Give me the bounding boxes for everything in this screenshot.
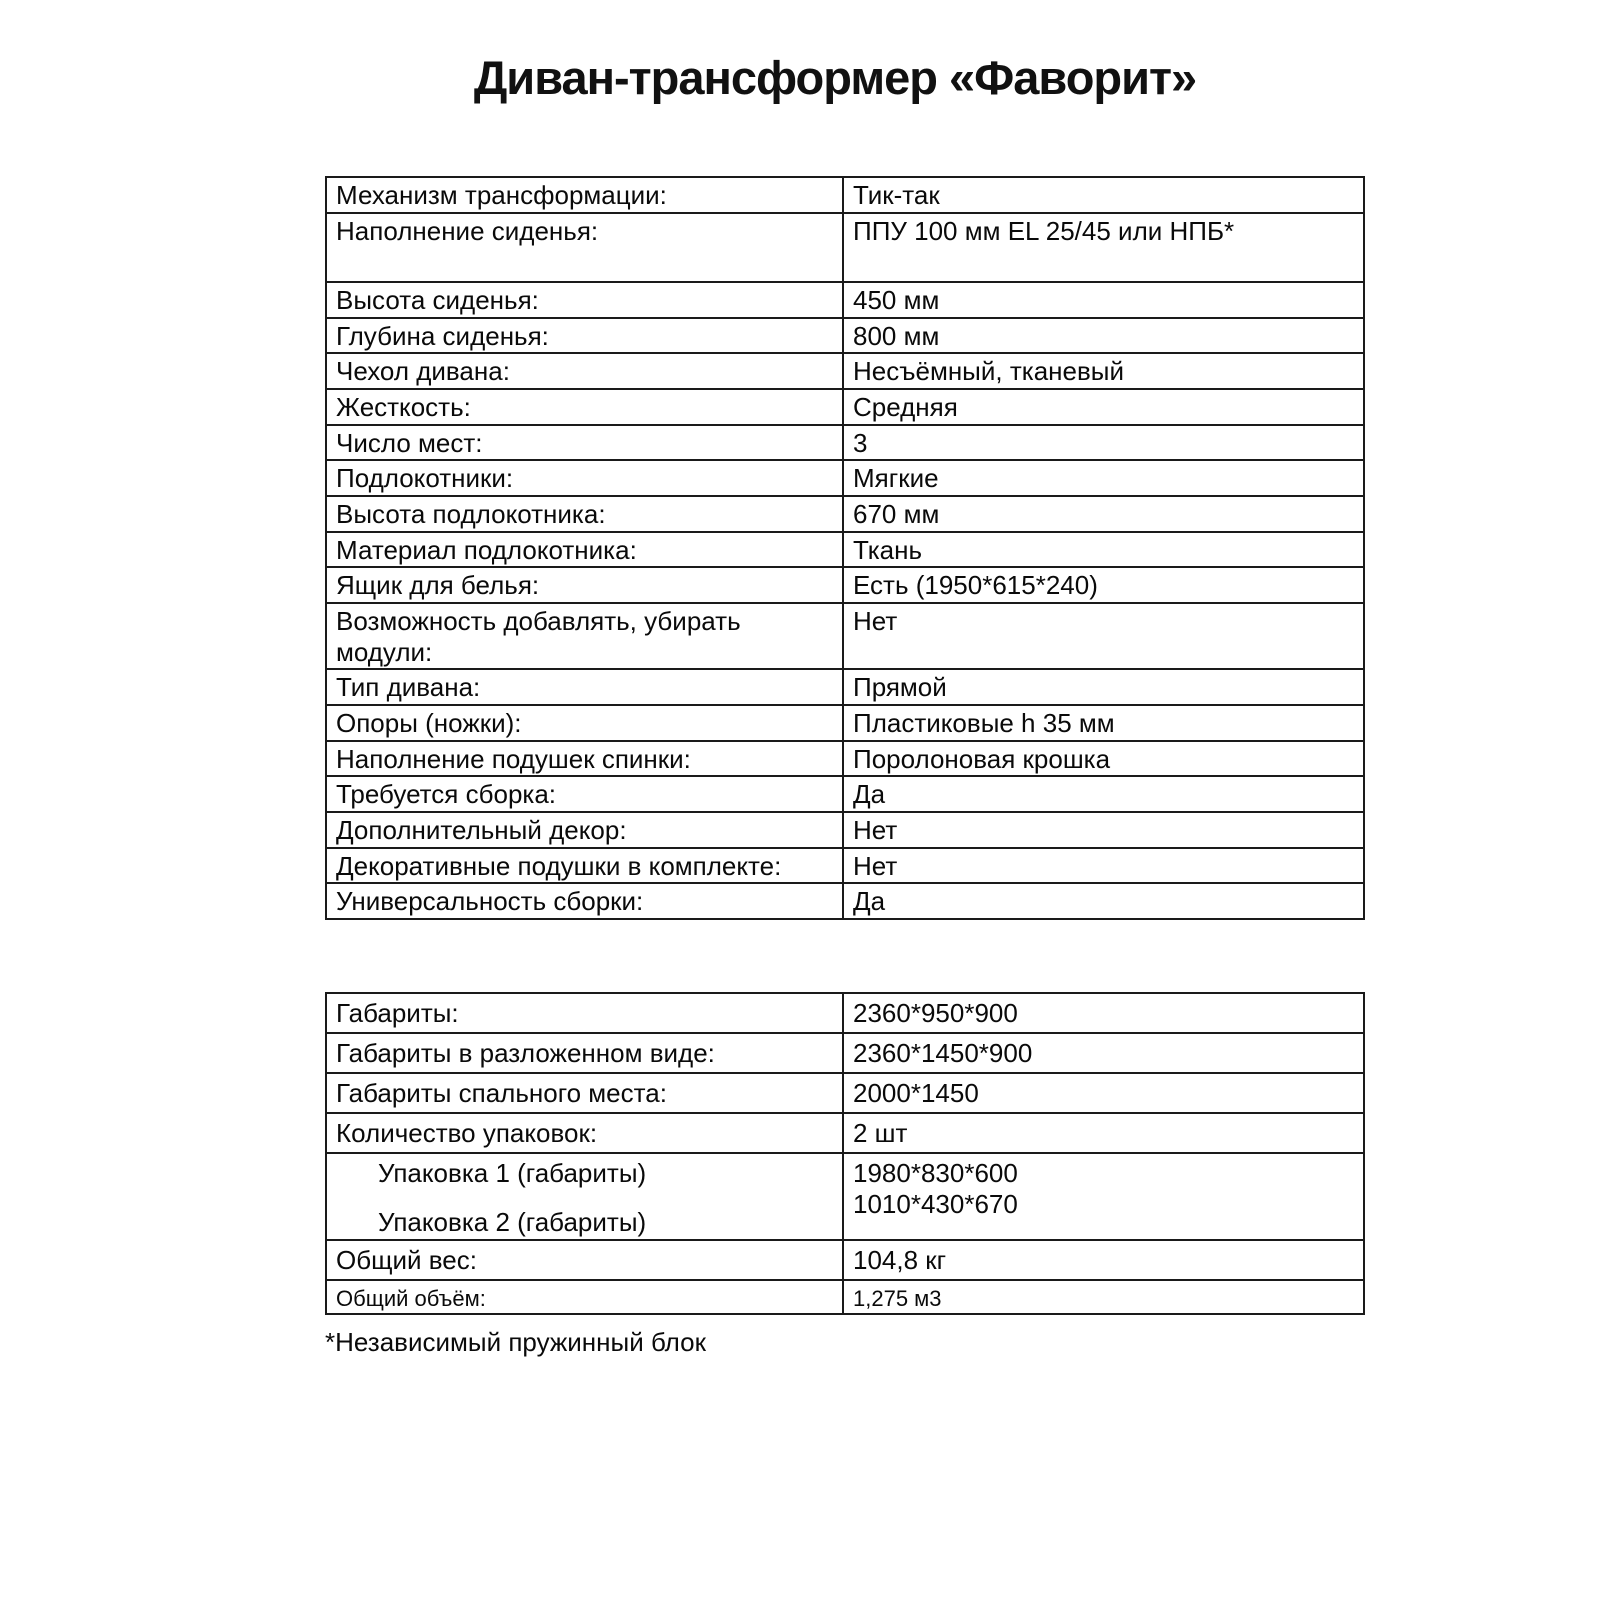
spec-row [326, 848, 1364, 884]
spec-text: Тип дивана: [336, 672, 481, 703]
document-content [325, 0, 1345, 1358]
spec-text: Общий объём: [336, 1285, 486, 1311]
spec-row [326, 812, 1364, 848]
spec-text: 450 мм [853, 285, 940, 316]
spec-value-cell [843, 496, 1364, 532]
spec-text: Опоры (ножки): [336, 708, 522, 739]
spec-value-cell [843, 812, 1364, 848]
spec-row [326, 389, 1364, 425]
spec-row [326, 353, 1364, 389]
spec-row [326, 1113, 1364, 1153]
dimensions-table [325, 992, 1365, 1314]
spec-text: Количество упаковок: [336, 1118, 598, 1149]
spec-label-cell [326, 282, 843, 318]
spec-text: Дополнительный декор: [336, 815, 627, 846]
spec-label-cell [326, 993, 843, 1033]
spec-value-cell [843, 1153, 1364, 1239]
spec-label-cell [326, 567, 843, 603]
spec-label-cell [326, 603, 843, 669]
spec-label-cell [326, 318, 843, 354]
spec-label-cell [326, 177, 843, 213]
spec-text: Нет [853, 850, 898, 881]
spec-value-cell [843, 567, 1364, 603]
spec-text: Габариты в разложенном виде: [336, 1038, 715, 1069]
spec-label-cell [326, 460, 843, 496]
spec-text: Есть (1950*615*240) [853, 570, 1098, 601]
spec-row [326, 1240, 1364, 1280]
spec-text: Упаковка 2 (габариты) [378, 1206, 647, 1237]
spec-text: Габариты: [336, 998, 459, 1029]
spec-label-cell [326, 496, 843, 532]
spec-text: Общий вес: [336, 1244, 477, 1275]
spec-text: Жесткость: [336, 392, 471, 423]
spec-value-cell [843, 603, 1364, 669]
spec-text: Наполнение подушек спинки: [336, 743, 691, 774]
spec-text: Подлокотники: [336, 463, 514, 494]
spec-text: Высота подлокотника: [336, 499, 606, 530]
spec-label-cell [326, 741, 843, 777]
spec-value-cell [843, 213, 1364, 282]
footnote: *Независимый пружинный блок [325, 1326, 706, 1357]
spec-text: Возможность добавлять, убирать [336, 606, 741, 637]
spec-label-cell [326, 776, 843, 812]
spec-text: Да [853, 779, 886, 810]
spec-row [326, 213, 1364, 282]
spec-text: Упаковка 1 (габариты) [378, 1158, 647, 1189]
spec-value-cell [843, 1280, 1364, 1314]
spec-value-cell [843, 1113, 1364, 1153]
spec-row [326, 1033, 1364, 1073]
spec-row [326, 567, 1364, 603]
spec-value-cell [843, 848, 1364, 884]
spec-text: 2000*1450 [853, 1078, 979, 1109]
spec-label-cell [326, 1113, 843, 1153]
spec-text: 3 [853, 427, 868, 458]
spec-row [326, 282, 1364, 318]
spec-text: Нет [853, 606, 898, 637]
spec-label-cell [326, 669, 843, 705]
spec-value-cell [843, 669, 1364, 705]
spec-text: 2360*1450*900 [853, 1038, 1033, 1069]
spec-label-cell [326, 1153, 843, 1239]
spec-value-cell [843, 705, 1364, 741]
spec-text: Прямой [853, 672, 947, 703]
spec-text: Декоративные подушки в комплекте: [336, 850, 782, 881]
spec-text: 104,8 кг [853, 1244, 947, 1275]
spec-text: Мягкие [853, 463, 939, 494]
spec-text: Да [853, 886, 886, 917]
spec-row [326, 425, 1364, 461]
spec-value-cell [843, 389, 1364, 425]
spec-text: Ящик для белья: [336, 570, 540, 601]
spec-value-cell [843, 282, 1364, 318]
spec-table [325, 176, 1365, 920]
spec-label-cell [326, 389, 843, 425]
spec-row [326, 741, 1364, 777]
spec-row [326, 776, 1364, 812]
spec-row [326, 603, 1364, 669]
spec-value-cell [843, 425, 1364, 461]
spec-label-cell [326, 1280, 843, 1314]
spec-value-cell [843, 460, 1364, 496]
spec-value-cell [843, 353, 1364, 389]
spec-row [326, 496, 1364, 532]
spec-text: 2360*950*900 [853, 998, 1018, 1029]
spec-text: Ткань [853, 534, 923, 565]
spec-row [326, 883, 1364, 919]
spec-text: 1980*830*600 [853, 1158, 1018, 1189]
spec-text: Число мест: [336, 427, 483, 458]
spec-value-cell [843, 993, 1364, 1033]
spec-text: 1010*430*670 [853, 1188, 1018, 1219]
spec-text: Несъёмный, тканевый [853, 356, 1124, 387]
spec-text: 1,275 м3 [853, 1285, 942, 1311]
spec-value-cell [843, 1033, 1364, 1073]
spec-text: Средняя [853, 392, 958, 423]
spec-label-cell [326, 1033, 843, 1073]
spec-value-cell [843, 1073, 1364, 1113]
spec-value-cell [843, 883, 1364, 919]
spec-text: Материал подлокотника: [336, 534, 637, 565]
spec-text: Универсальность сборки: [336, 886, 644, 917]
spec-text: Габариты спального места: [336, 1078, 667, 1109]
spec-row [326, 993, 1364, 1033]
spec-text: Наполнение сиденья: [336, 216, 599, 247]
spec-value-cell [843, 177, 1364, 213]
spec-label-cell [326, 1240, 843, 1280]
spec-row [326, 1073, 1364, 1113]
spec-label-cell [326, 705, 843, 741]
spec-text: Нет [853, 815, 898, 846]
spec-text: Пластиковые h 35 мм [853, 708, 1115, 739]
spec-label-cell [326, 213, 843, 282]
spec-label-cell [326, 848, 843, 884]
spec-row [326, 1280, 1364, 1314]
spec-row [326, 460, 1364, 496]
spec-row [326, 532, 1364, 568]
spec-label-cell [326, 812, 843, 848]
spec-text: 800 мм [853, 320, 940, 351]
spec-value-cell [843, 776, 1364, 812]
spec-label-cell [326, 883, 843, 919]
spec-text: ППУ 100 мм EL 25/45 или НПБ* [853, 216, 1235, 247]
spec-text: Тик-так [853, 180, 940, 211]
spec-text: Механизм трансформации: [336, 180, 667, 211]
spec-text: Поролоновая крошка [853, 743, 1111, 774]
spec-text: Чехол дивана: [336, 356, 510, 387]
spec-value-cell [843, 532, 1364, 568]
spec-label-cell [326, 532, 843, 568]
spec-row [326, 705, 1364, 741]
page-title: Диван-трансформер «Фаворит» [473, 51, 1197, 104]
spec-text: Высота сиденья: [336, 285, 539, 316]
spec-label-cell [326, 425, 843, 461]
spec-value-cell [843, 1240, 1364, 1280]
spec-value-cell [843, 741, 1364, 777]
spec-row [326, 669, 1364, 705]
spec-text: Глубина сиденья: [336, 320, 549, 351]
spec-text: 670 мм [853, 499, 940, 530]
spec-label-cell [326, 353, 843, 389]
spec-label-cell [326, 1073, 843, 1113]
spec-text: 2 шт [853, 1118, 908, 1149]
spec-text: Требуется сборка: [336, 779, 557, 810]
spec-row [326, 1153, 1364, 1239]
spec-text: модули: [336, 636, 433, 667]
spec-value-cell [843, 318, 1364, 354]
spec-row [326, 318, 1364, 354]
spec-row [326, 177, 1364, 213]
